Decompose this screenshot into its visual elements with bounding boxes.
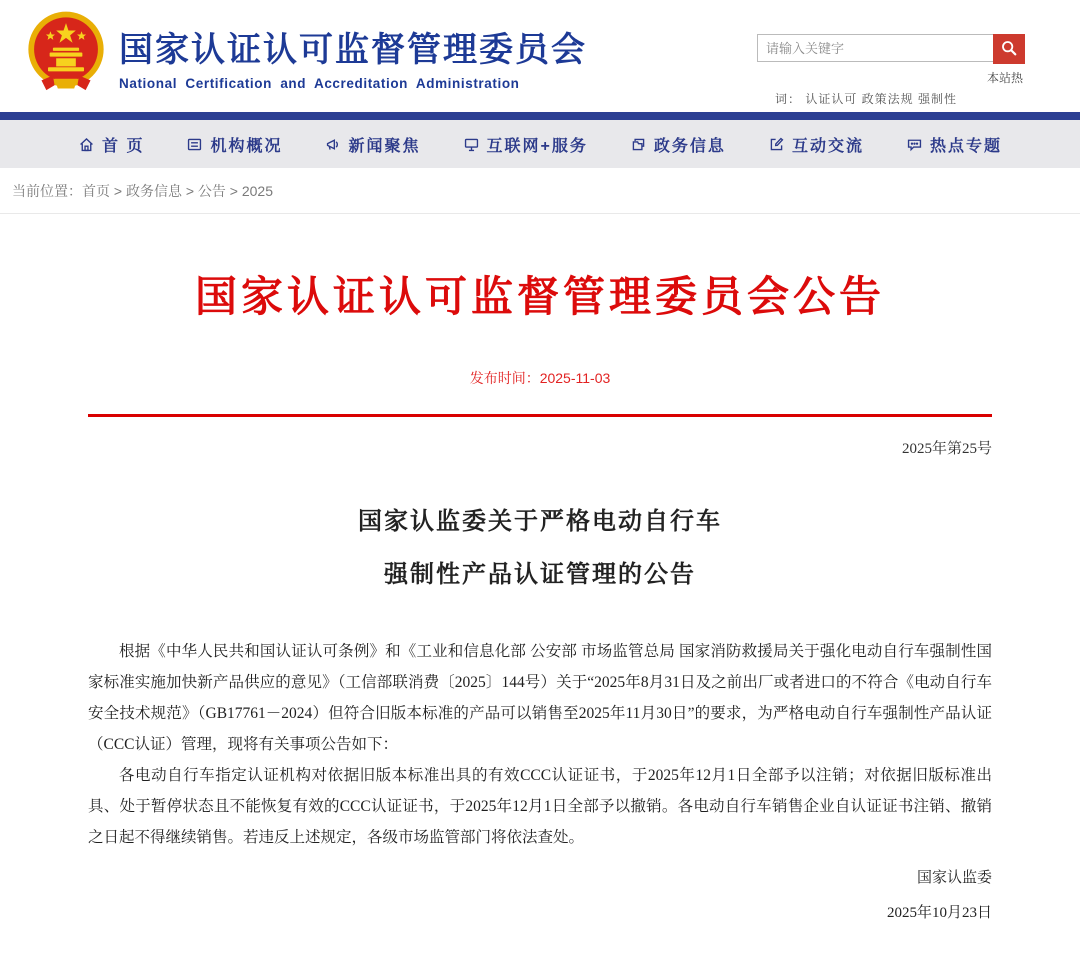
nav-item-government-info[interactable] xyxy=(630,133,726,156)
document-number: 2025年第25号 xyxy=(901,441,992,457)
megaphone-icon xyxy=(325,136,342,153)
nav-item-home[interactable] xyxy=(78,133,144,156)
signature-agency: 国家认监委 xyxy=(916,870,992,886)
document-icon xyxy=(186,136,203,153)
article-body xyxy=(88,636,992,853)
paragraph: 各电动自行车指定认证机构对依据旧版本标准出具的有效CCC认证证书，于2025年12月1日全部予以注销；对依据旧版标准出具、处于暂停状态且不能恢复有效的CCC认证证书，于2025年12月1日全部予以撤销。各电动自行车销售企业自认证证书注销、撤销之日起不得继续销售。若违反上述规定，各级市场监管部门将依法查处。 xyxy=(88,767,992,846)
site-header xyxy=(0,0,1080,112)
nav-item-organization[interactable] xyxy=(186,133,282,156)
nav-label: 互动交流 xyxy=(791,137,864,155)
search-button[interactable] xyxy=(993,34,1025,64)
paragraph: 根据《中华人民共和国认证认可条例》和《工业和信息化部 公安部 市场监管总局 国家消防救援局关于强化电动自行车强制性国家标准实施加快新产品供应的意见》（工信部联消费〔2025〕144号）关于“2025年8月31日及之前出厂或者进口的不符合《电动自行车安全技术规范》（GB17761－2024）但符合旧版本标准的产品可以销售至2025年11月30日”的要求，为严格电动自行车强制性产品认证（CCC认证）管理，现将有关事项公告如下： xyxy=(88,643,992,753)
site-brand xyxy=(25,10,587,105)
signature-block xyxy=(88,861,992,931)
site-subtitle: National Certification and Accreditation Administration xyxy=(119,76,520,91)
folders-icon xyxy=(630,136,647,153)
hot-words-suffix: 本站热 xyxy=(986,71,1023,85)
nav-item-news[interactable] xyxy=(325,133,421,156)
red-divider xyxy=(88,414,992,417)
main-nav xyxy=(0,120,1080,168)
national-emblem-logo xyxy=(25,10,107,105)
site-title: 国家认证认可监督管理委员会 xyxy=(119,31,587,69)
monitor-icon xyxy=(463,136,480,153)
search-input[interactable] xyxy=(757,34,993,62)
nav-item-hot-topics[interactable] xyxy=(906,133,1002,156)
nav-item-interaction[interactable] xyxy=(768,133,864,156)
nav-top-strip xyxy=(0,112,1080,120)
chat-icon xyxy=(906,136,923,153)
edit-icon xyxy=(768,136,785,153)
article-title: 国家认证认可监督管理委员会公告 xyxy=(194,275,885,321)
search-icon xyxy=(1000,39,1018,60)
breadcrumb[interactable]: 当前位置：首页 > 政务信息 > 公告 > 2025 xyxy=(0,168,1080,214)
nav-item-internet-services[interactable] xyxy=(463,133,588,156)
home-icon xyxy=(78,136,95,153)
nav-label: 政务信息 xyxy=(653,137,726,155)
signature-date: 2025年10月23日 xyxy=(886,905,992,921)
hot-words-links[interactable]: 词： 认证认可 政策法规 强制性 xyxy=(775,92,958,106)
announcement-article xyxy=(0,264,1080,961)
search-area xyxy=(757,34,1025,107)
announcement-subtitle xyxy=(88,496,992,602)
nav-label: 互联网+服务 xyxy=(486,137,588,155)
subtitle-line-1: 国家认监委关于严格电动自行车 xyxy=(358,509,722,535)
nav-label: 首 页 xyxy=(102,137,145,155)
nav-label: 热点专题 xyxy=(929,137,1002,155)
nav-label: 新闻聚焦 xyxy=(348,137,421,155)
publish-date: 发布时间：2025-11-03 xyxy=(469,370,611,386)
subtitle-line-2: 强制性产品认证管理的公告 xyxy=(384,562,696,588)
nav-label: 机构概况 xyxy=(210,137,283,155)
